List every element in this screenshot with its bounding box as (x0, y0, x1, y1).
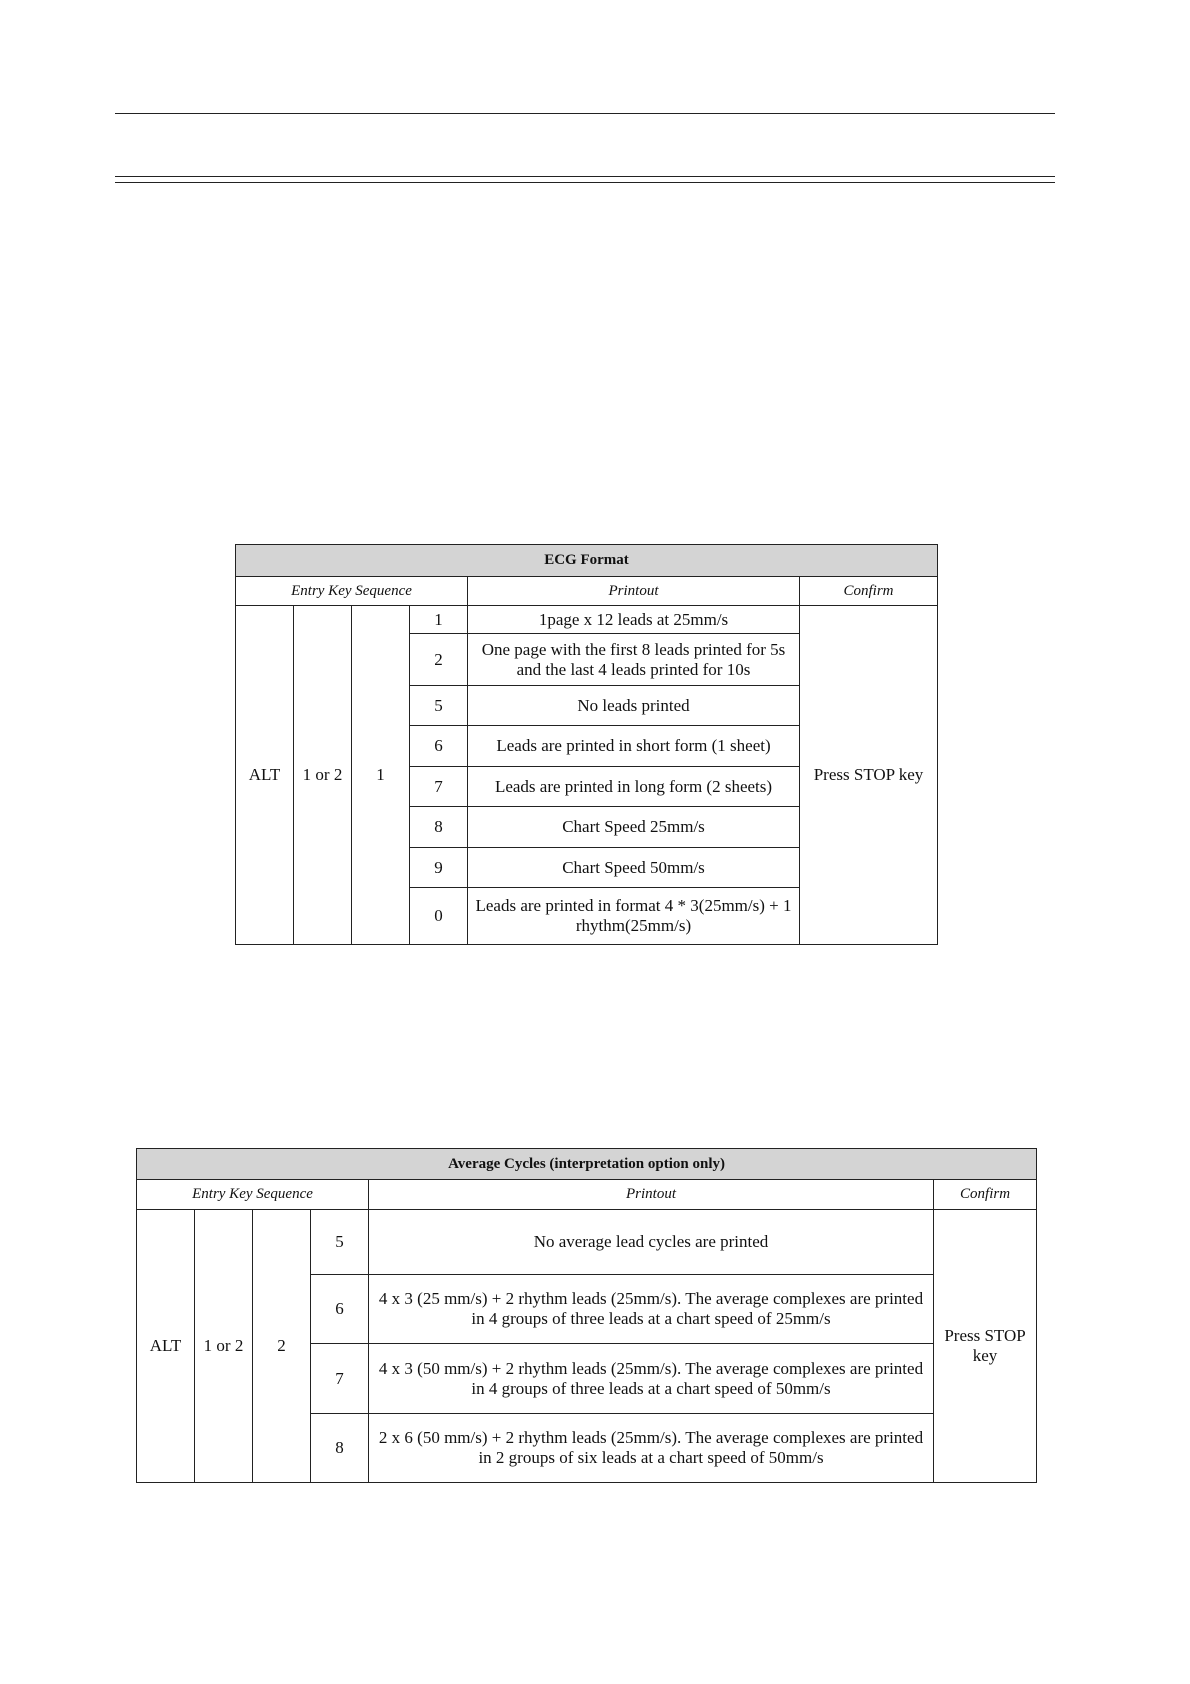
option-key: 0 (410, 888, 468, 945)
option-key: 9 (410, 848, 468, 888)
entry-key-sequence-header: Entry Key Sequence (137, 1180, 369, 1210)
printout-cell: No average lead cycles are printed (369, 1210, 934, 1275)
printout-cell: One page with the first 8 leads printed for 5s and the last 4 leads printed for 10s (468, 634, 800, 686)
key-2: 2 (253, 1210, 311, 1483)
printout-header: Printout (468, 577, 800, 606)
key-1: 1 (352, 606, 410, 945)
printout-cell: Chart Speed 25mm/s (468, 807, 800, 848)
header-rule-double-upper (115, 176, 1055, 177)
printout-cell: 4 x 3 (50 mm/s) + 2 rhythm leads (25mm/s). The average complexes are printed in 4 groups of three leads at a chart speed of 50mm/s (369, 1344, 934, 1414)
header-rule-double-lower (115, 182, 1055, 183)
confirm-header: Confirm (934, 1180, 1037, 1210)
key-alt: ALT (236, 606, 294, 945)
printout-cell: Leads are printed in short form (1 sheet) (468, 726, 800, 767)
option-key: 6 (410, 726, 468, 767)
printout-cell: No leads printed (468, 686, 800, 726)
option-key: 7 (311, 1344, 369, 1414)
option-key: 2 (410, 634, 468, 686)
printout-cell: Chart Speed 50mm/s (468, 848, 800, 888)
printout-cell: 1page x 12 leads at 25mm/s (468, 606, 800, 634)
confirm-cell: Press STOP key (800, 606, 938, 945)
average-cycles-title: Average Cycles (interpretation option only) (137, 1149, 1037, 1180)
option-key: 8 (311, 1414, 369, 1483)
option-key: 5 (410, 686, 468, 726)
option-key: 8 (410, 807, 468, 848)
option-key: 5 (311, 1210, 369, 1275)
confirm-cell: Press STOP key (934, 1210, 1037, 1483)
ecg-format-title: ECG Format (236, 545, 938, 577)
entry-key-sequence-header: Entry Key Sequence (236, 577, 468, 606)
key-1-or-2: 1 or 2 (195, 1210, 253, 1483)
printout-cell: 4 x 3 (25 mm/s) + 2 rhythm leads (25mm/s). The average complexes are printed in 4 groups of three leads at a chart speed of 25mm/s (369, 1275, 934, 1344)
key-alt: ALT (137, 1210, 195, 1483)
printout-cell: Leads are printed in long form (2 sheets) (468, 767, 800, 807)
confirm-header: Confirm (800, 577, 938, 606)
option-key: 6 (311, 1275, 369, 1344)
header-rule-top (115, 113, 1055, 114)
printout-cell: Leads are printed in format 4 * 3(25mm/s) + 1 rhythm(25mm/s) (468, 888, 800, 945)
option-key: 7 (410, 767, 468, 807)
average-cycles-table (136, 1148, 1037, 1483)
printout-header: Printout (369, 1180, 934, 1210)
ecg-format-table (235, 544, 938, 945)
key-1-or-2: 1 or 2 (294, 606, 352, 945)
option-key: 1 (410, 606, 468, 634)
printout-cell: 2 x 6 (50 mm/s) + 2 rhythm leads (25mm/s). The average complexes are printed in 2 groups of six leads at a chart speed of 50mm/s (369, 1414, 934, 1483)
